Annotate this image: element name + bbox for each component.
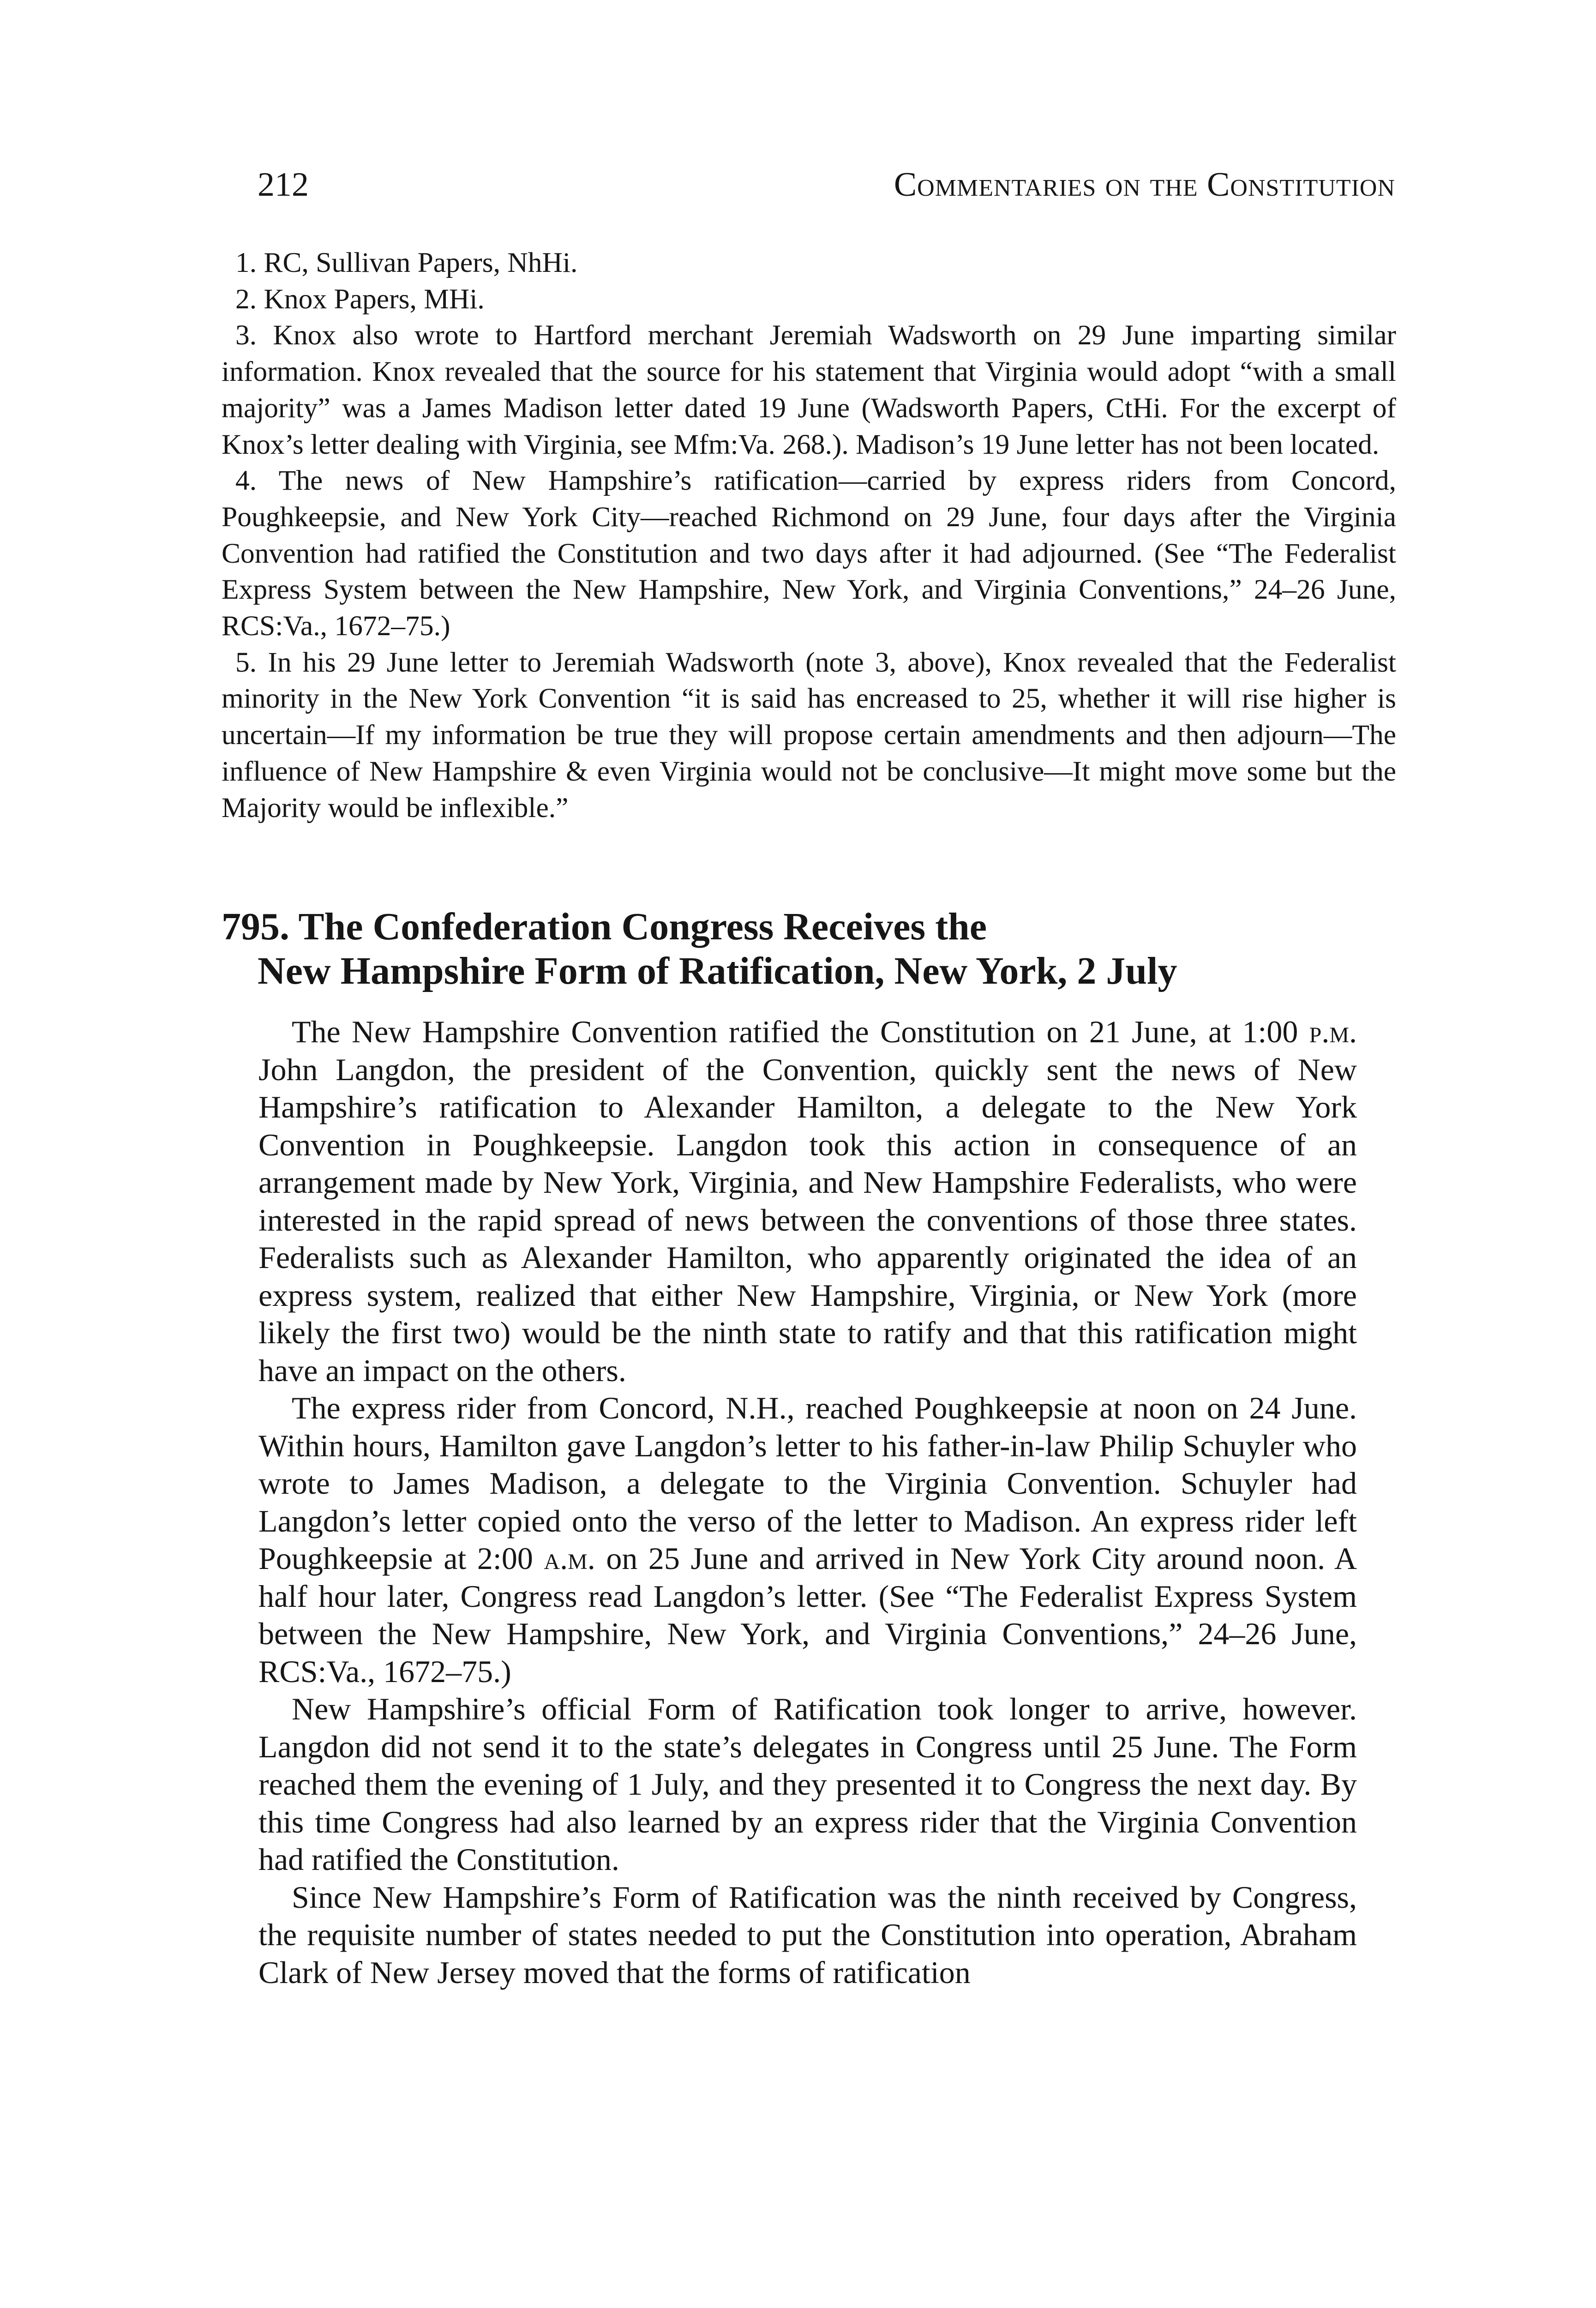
note-5: 5. In his 29 June letter to Jeremiah Wadsworth (note 3, above), Knox revealed that the Federalist minority in the New York Convention “it is said has encreased to 25, whether it will rise higher is uncertain—If my information be true they will propose certain amendments and then adjourn—The influence of New Hampshire & even Virginia would not be conclusive—It might move some but the Majority would be inflexible.”: [222, 646, 1396, 823]
body-paragraph-3: New Hampshire’s official Form of Ratification took longer to arrive, however. Langdon did not send it to the state’s delegates in Congress until 25 June. The Form reached them the evening of 1 July, and they presented it to Congress the next day. By this time Congress had also learned by an express rider that the Virginia Convention had ratified the Constitution.: [258, 1691, 1357, 1877]
page-number: 212: [258, 166, 309, 204]
body-paragraph-2-text-b: on 25 June and arrived in New York City around noon. A half hour later, Congress read Langdon’s letter. (See “The Federalist Express System between the New Hampshire, New York, and Virginia Conventions,” 24–26 June, RCS:Va., 1672–75.): [258, 1541, 1357, 1689]
running-header: [258, 164, 1395, 205]
note-2: 2. Knox Papers, MHi.: [235, 283, 485, 315]
section-heading: [222, 905, 1422, 993]
body-paragraph-4: Since New Hampshire’s Form of Ratification was the ninth received by Congress, the requisite number of states needed to put the Constitution into operation, Abraham Clark of New Jersey moved that the forms of ratification: [258, 1879, 1357, 1990]
section-heading-line-1: 795. The Confederation Congress Receives the: [222, 905, 987, 948]
time-am: a.m.: [544, 1541, 595, 1576]
section-heading-line-2: New Hampshire Form of Ratification, New York, 2 July: [258, 950, 1177, 992]
body-paragraph-1-text-a: The New Hampshire Convention ratified the Constitution on 21 June, at 1:00: [292, 1014, 1309, 1049]
running-title: Commentaries on the Constitution: [894, 166, 1395, 204]
note-3: 3. Knox also wrote to Hartford merchant Jeremiah Wadsworth on 29 June imparting similar information. Knox revealed that the source for his statement that Virginia would adopt “with a small majority” was a James Madison letter dated 19 June (Wadsworth Papers, CtHi. For the excerpt of Knox’s letter dealing with Virginia, see Mfm:Va. 268.). Madison’s 19 June letter has not been located.: [222, 319, 1396, 460]
body-paragraph-2: [258, 1389, 1357, 1690]
body-paragraph-2-text-a: The express rider from Concord, N.H., reached Poughkeepsie at noon on 24 June. Within hours, Hamilton gave Langdon’s letter to his father-in-law Philip Schuyler who wrote to James Madison, a delegate to the Virginia Convention. Schuyler had Langdon’s letter copied onto the verso of the letter to Madison. An express rider left Poughkeepsie at 2:00: [258, 1390, 1357, 1576]
section-body: [258, 1013, 1357, 1991]
time-pm: p.m.: [1309, 1014, 1357, 1049]
endnotes: [222, 245, 1396, 826]
body-paragraph-1: [258, 1013, 1357, 1389]
body-paragraph-1-text-b: John Langdon, the president of the Convention, quickly sent the news of New Hampshire’s ratification to Alexander Hamilton, a delegate to the New York Convention in Poughkeepsie. Langdon took this action in consequence of an arrangement made by New York, Virginia, and New Hampshire Federalists, who were interested in the rapid spread of news between the conventions of those three states. Federalists such as Alexander Hamilton, who apparently originated the idea of an express system, realized that either New Hampshire, Virginia, or New York (more likely the first two) would be the ninth state to ratify and that this ratification might have an impact on the others.: [258, 1052, 1357, 1388]
note-1: 1. RC, Sullivan Papers, NhHi.: [235, 247, 578, 278]
note-4: 4. The news of New Hampshire’s ratification—carried by express riders from Concord, Poughkeepsie, and New York City—reached Richmond on 29 June, four days after the Virginia Convention had ratified the Constitution and two days after it had adjourned. (See “The Federalist Express System between the New Hampshire, New York, and Virginia Conventions,” 24–26 June, RCS:Va., 1672–75.): [222, 465, 1396, 642]
